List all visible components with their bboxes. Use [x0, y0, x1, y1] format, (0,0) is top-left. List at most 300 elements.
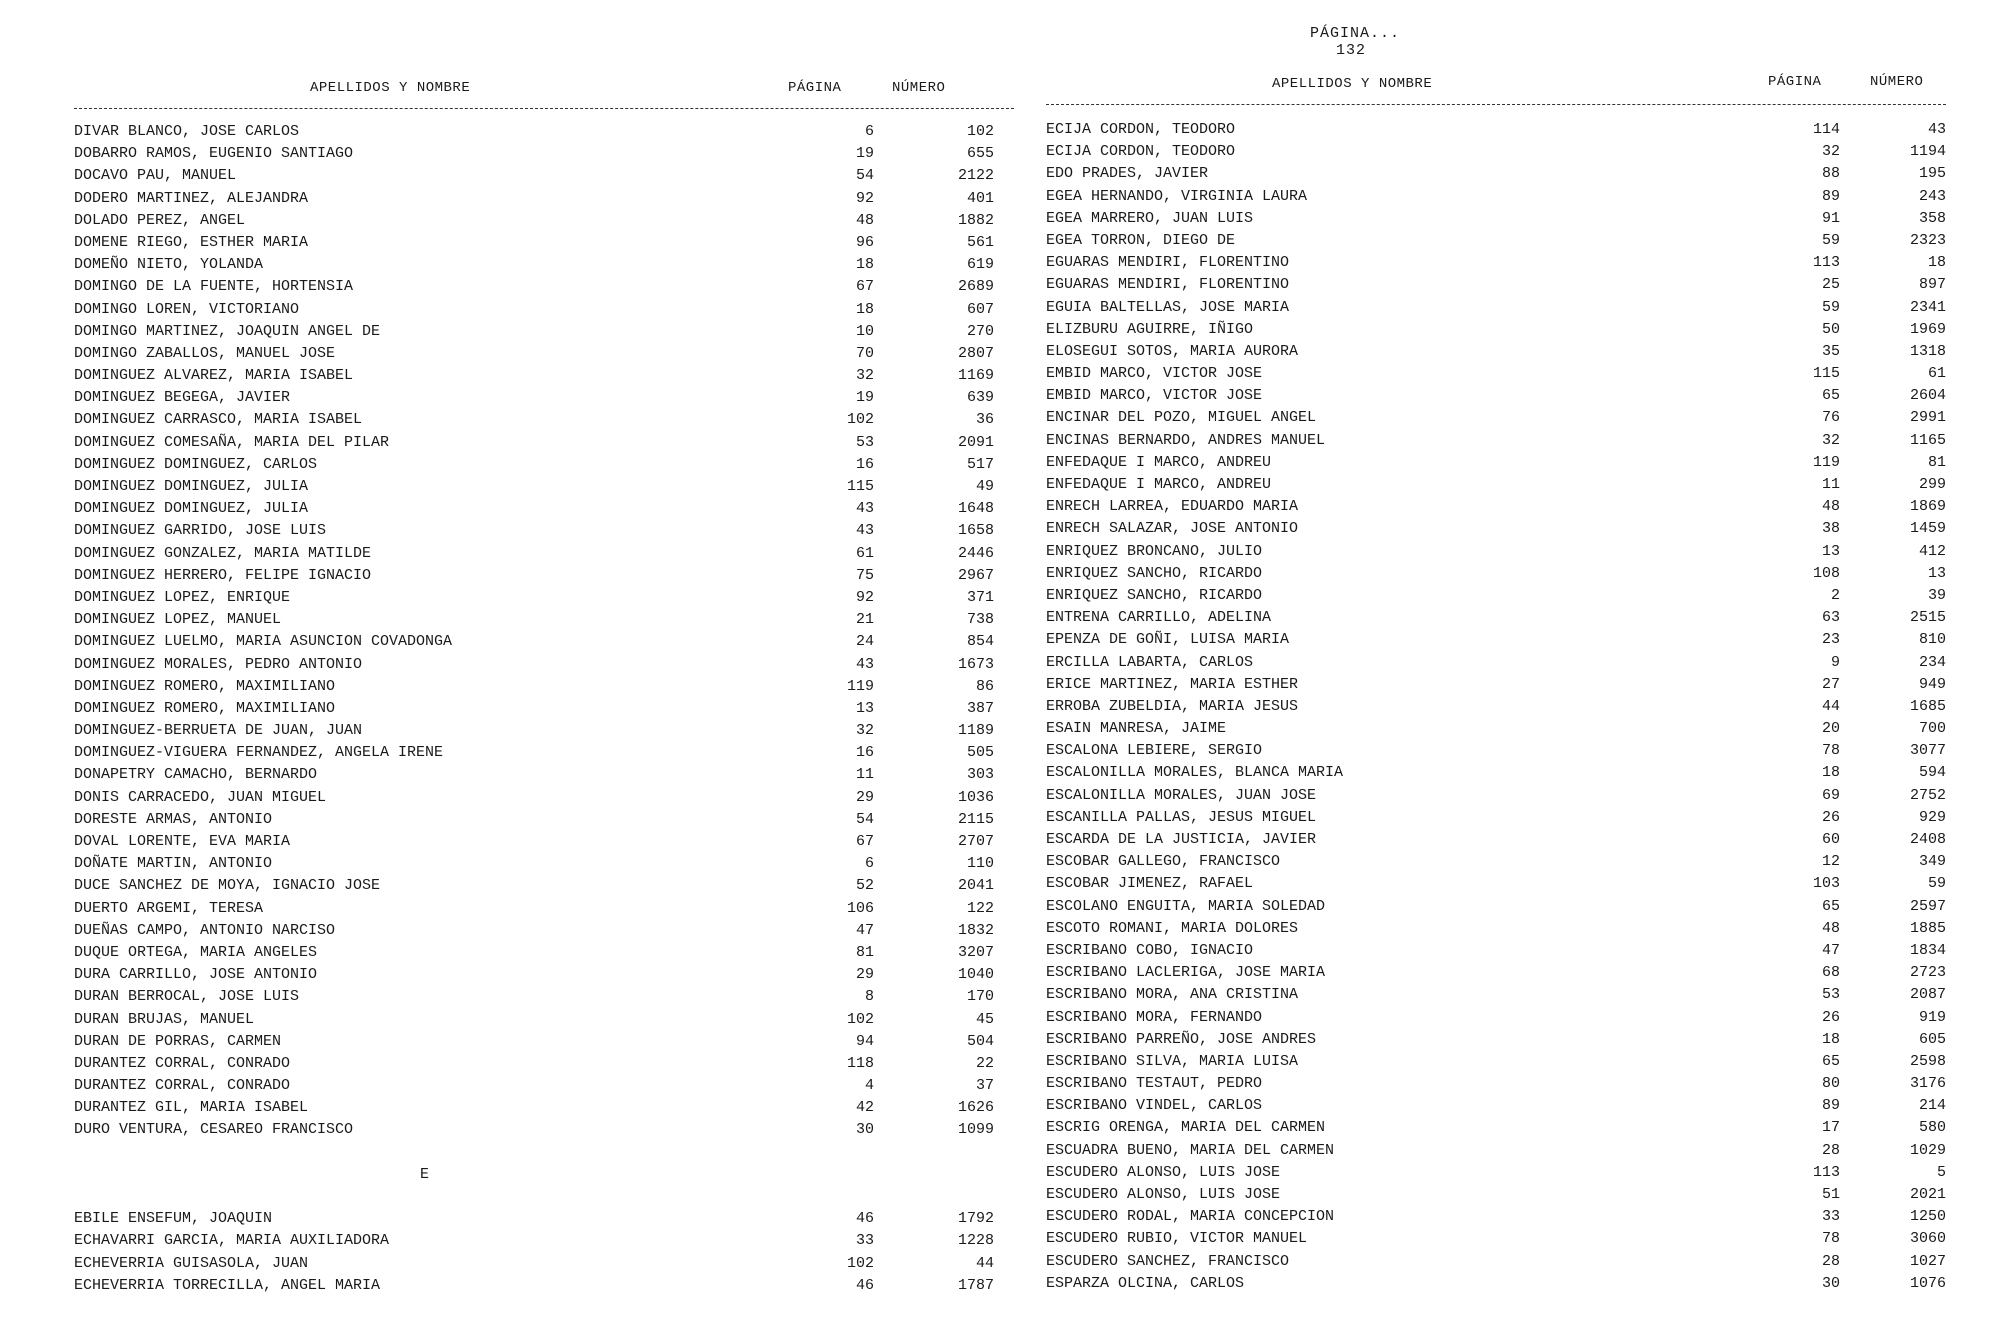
entry-name: EGEA HERNANDO, VIRGINIA LAURA [1046, 187, 1308, 205]
list-item [1046, 1029, 1946, 1051]
list-item [74, 1097, 1014, 1119]
entry-page: 114 [1812, 121, 1840, 138]
list-item [74, 698, 1014, 720]
list-item [1046, 363, 1946, 385]
entry-number: 2115 [957, 810, 994, 828]
entry-number: 3207 [957, 943, 994, 961]
entry-number: 619 [966, 256, 994, 274]
entry-name: DURAN BRUJAS, MANUEL [74, 1010, 255, 1028]
entry-page: 47 [855, 921, 874, 939]
entry-name: EPENZA DE GOÑI, LUISA MARIA [1046, 631, 1290, 649]
entry-page: 35 [1821, 342, 1840, 360]
entry-name: ESCOTO ROMANI, MARIA DOLORES [1046, 919, 1299, 937]
list-item [1046, 141, 1946, 163]
entry-number: 371 [966, 588, 994, 606]
list-item [1046, 407, 1946, 429]
entry-page: 48 [1821, 919, 1840, 937]
entry-name: DOMINGUEZ LOPEZ, ENRIQUE [74, 588, 291, 606]
list-item [1046, 319, 1946, 341]
entry-name: DUEÑAS CAMPO, ANTONIO NARCISO [74, 921, 336, 939]
entry-number: 1228 [957, 1232, 994, 1250]
entry-number: 1658 [957, 522, 994, 540]
list-item [1046, 585, 1946, 607]
entry-number: 299 [1918, 476, 1946, 493]
list-item [74, 432, 1014, 454]
entry-number: 1673 [957, 655, 994, 673]
entry-number: 39 [1927, 586, 1946, 604]
entry-name: ENRECH SALAZAR, JOSE ANTONIO [1046, 520, 1299, 538]
entry-name: ELIZBURU AGUIRRE, IÑIGO [1046, 320, 1254, 338]
list-item [74, 1031, 1014, 1053]
entry-number: 517 [966, 455, 994, 473]
list-item [74, 1053, 1014, 1075]
entry-name: DURANTEZ CORRAL, CONRADO [74, 1077, 291, 1095]
entry-number: 504 [966, 1032, 994, 1050]
entry-name: ESCOBAR JIMENEZ, RAFAEL [1046, 875, 1254, 893]
list-item [1046, 762, 1946, 784]
entry-page: 46 [855, 1276, 874, 1294]
entry-name: ENRECH LARREA, EDUARDO MARIA [1046, 498, 1299, 516]
list-item [74, 1275, 1014, 1297]
list-item [74, 543, 1014, 565]
entry-page: 65 [1821, 387, 1840, 405]
list-item [1046, 1228, 1946, 1250]
entry-name: DONAPETRY CAMACHO, BERNARDO [74, 766, 318, 784]
entry-name: ESCARDA DE LA JUSTICIA, JAVIER [1046, 831, 1317, 848]
entry-name: ENFEDAQUE I MARCO, ANDREU [1046, 453, 1272, 471]
entry-number: 919 [1918, 1008, 1946, 1026]
list-item [1046, 1273, 1946, 1295]
list-item [74, 609, 1014, 631]
list-item [74, 875, 1014, 897]
left-col-page-header: PÁGINA [788, 80, 842, 96]
entry-number: 594 [1918, 764, 1946, 782]
entry-page: 96 [855, 233, 874, 251]
list-item [74, 764, 1014, 786]
entry-number: 2689 [957, 278, 994, 296]
entry-page: 94 [855, 1032, 874, 1050]
entry-number: 1882 [957, 211, 994, 229]
entry-name: DODERO MARTINEZ, ALEJANDRA [74, 189, 309, 207]
right-col-name-header: APELLIDOS Y NOMBRE [1272, 76, 1433, 92]
entry-number: 59 [1927, 875, 1946, 893]
entry-page: 89 [1821, 1097, 1840, 1115]
entry-page: 76 [1821, 409, 1840, 427]
entry-number: 214 [1918, 1097, 1946, 1115]
entry-number: 2967 [957, 566, 994, 584]
entry-name: DOMINGUEZ MORALES, PEDRO ANTONIO [74, 655, 363, 673]
entry-page: 9 [1830, 653, 1840, 671]
entry-name: ENRIQUEZ BRONCANO, JULIO [1046, 542, 1263, 560]
entry-page: 91 [1821, 209, 1840, 227]
entry-number: 1459 [1909, 520, 1946, 538]
list-item [74, 321, 1014, 343]
entry-number: 45 [975, 1010, 994, 1028]
entry-page: 18 [1821, 764, 1840, 782]
list-item [74, 365, 1014, 387]
section-letter-heading [74, 1142, 1014, 1209]
entry-name: EGEA MARRERO, JUAN LUIS [1046, 209, 1254, 227]
list-item [1046, 785, 1946, 807]
entry-number: 86 [975, 677, 994, 695]
entry-number: 2604 [1909, 387, 1946, 405]
entry-page: 46 [855, 1210, 874, 1228]
entry-number: 2446 [957, 544, 994, 562]
list-item [1046, 918, 1946, 940]
list-item [1046, 984, 1946, 1006]
entry-name: ERROBA ZUBELDIA, MARIA JESUS [1046, 697, 1299, 715]
entry-page: 10 [855, 322, 874, 340]
entry-page: 18 [855, 256, 874, 274]
entry-name: DOMENE RIEGO, ESTHER MARIA [74, 233, 309, 251]
list-item [1046, 1073, 1946, 1095]
entry-name: DOMINGUEZ COMESAÑA, MARIA DEL PILAR [74, 433, 390, 451]
entry-page: 43 [855, 500, 874, 518]
entry-number: 102 [966, 123, 994, 140]
list-item [1046, 186, 1946, 208]
list-item [1046, 674, 1946, 696]
entry-page: 113 [1812, 254, 1840, 272]
entry-page: 18 [1821, 1030, 1840, 1048]
list-item [74, 476, 1014, 498]
entry-number: 358 [1918, 209, 1946, 227]
entry-page: 6 [864, 855, 874, 873]
list-item [74, 299, 1014, 321]
list-item [74, 1230, 1014, 1252]
entry-name: DOMINGO MARTINEZ, JOAQUIN ANGEL DE [74, 322, 381, 340]
entry-name: ESCRIBANO VINDEL, CARLOS [1046, 1097, 1263, 1115]
list-item [1046, 1206, 1946, 1228]
entry-name: ENFEDAQUE I MARCO, ANDREU [1046, 476, 1272, 493]
list-item [1046, 541, 1946, 563]
entry-page: 75 [855, 566, 874, 584]
entry-page: 48 [855, 211, 874, 229]
list-item [1046, 252, 1946, 274]
list-item [1046, 607, 1946, 629]
entry-number: 387 [966, 699, 994, 717]
entry-page: 32 [855, 722, 874, 740]
entry-number: 700 [1918, 720, 1946, 738]
list-item [74, 964, 1014, 986]
entry-name: DOCAVO PAU, MANUEL [74, 167, 237, 185]
entry-name: ESCUADRA BUENO, MARIA DEL CARMEN [1046, 1141, 1335, 1159]
entry-name: DOMINGUEZ-VIGUERA FERNANDEZ, ANGELA IRENE [74, 744, 444, 762]
entry-page: 6 [864, 123, 874, 140]
list-item [74, 587, 1014, 609]
entry-number: 1787 [957, 1276, 994, 1294]
entry-page: 2 [1830, 586, 1840, 604]
entry-name: DOMINGUEZ CARRASCO, MARIA ISABEL [74, 411, 363, 429]
entry-page: 108 [1812, 564, 1840, 582]
entry-name: DOMINGUEZ LUELMO, MARIA ASUNCION COVADONGA [74, 633, 453, 651]
entry-number: 44 [975, 1254, 994, 1272]
entry-page: 17 [1821, 1119, 1840, 1137]
list-item [1046, 297, 1946, 319]
right-entry-list [1046, 119, 1946, 1295]
entry-name: DOMINGUEZ DOMINGUEZ, CARLOS [74, 455, 318, 473]
entry-number: 22 [975, 1054, 994, 1072]
entry-number: 605 [1918, 1030, 1946, 1048]
entry-name: ENRIQUEZ SANCHO, RICARDO [1046, 564, 1263, 582]
entry-page: 115 [1812, 365, 1840, 383]
entry-name: DUQUE ORTEGA, MARIA ANGELES [74, 943, 318, 961]
list-item [74, 1075, 1014, 1097]
entry-number: 639 [966, 389, 994, 407]
entry-page: 47 [1821, 941, 1840, 959]
entry-page: 13 [855, 699, 874, 717]
list-item [74, 742, 1014, 764]
right-col-number-header: NÚMERO [1870, 74, 1924, 90]
entry-name: DOMEÑO NIETO, YOLANDA [74, 256, 264, 274]
entry-number: 1169 [957, 367, 994, 385]
entry-page: 16 [855, 744, 874, 762]
entry-name: DOBARRO RAMOS, EUGENIO SANTIAGO [74, 145, 354, 163]
list-item [1046, 829, 1946, 851]
entry-number: 3060 [1909, 1230, 1946, 1248]
entry-name: DOMINGUEZ HERRERO, FELIPE IGNACIO [74, 566, 372, 584]
entry-page: 92 [855, 189, 874, 207]
entry-name: ECIJA CORDON, TEODORO [1046, 121, 1236, 138]
entry-name: EGUARAS MENDIRI, FLORENTINO [1046, 254, 1290, 272]
entry-name: DURAN BERROCAL, JOSE LUIS [74, 988, 300, 1006]
entry-number: 3077 [1909, 742, 1946, 760]
list-item [74, 631, 1014, 653]
entry-number: 1099 [957, 1121, 994, 1139]
entry-page: 102 [846, 411, 874, 429]
list-item [74, 165, 1014, 187]
entry-page: 32 [1821, 431, 1840, 449]
list-item [74, 210, 1014, 232]
entry-name: EDO PRADES, JAVIER [1046, 165, 1209, 183]
entry-page: 52 [855, 877, 874, 895]
entry-name: DOMINGUEZ DOMINGUEZ, JULIA [74, 478, 309, 495]
entry-page: 92 [855, 588, 874, 606]
entry-page: 61 [855, 544, 874, 562]
entry-number: 2021 [1909, 1186, 1946, 1203]
entry-name: ESCOBAR GALLEGO, FRANCISCO [1046, 853, 1281, 871]
entry-number: 2408 [1909, 831, 1946, 848]
list-item [1046, 496, 1946, 518]
left-col-number-header: NÚMERO [892, 80, 946, 96]
entry-name: ESCRIBANO MORA, ANA CRISTINA [1046, 986, 1299, 1004]
entry-name: ENCINAR DEL POZO, MIGUEL ANGEL [1046, 409, 1317, 427]
list-item [74, 387, 1014, 409]
entry-number: 1626 [957, 1099, 994, 1117]
entry-name: DORESTE ARMAS, ANTONIO [74, 810, 273, 828]
list-item [1046, 430, 1946, 452]
entry-name: EMBID MARCO, VICTOR JOSE [1046, 365, 1263, 383]
entry-number: 5 [1936, 1163, 1946, 1181]
entry-name: DOMINGUEZ-BERRUETA DE JUAN, JUAN [74, 722, 363, 740]
entry-page: 25 [1821, 276, 1840, 294]
entry-name: DOVAL LORENTE, EVA MARIA [74, 833, 291, 850]
entry-number: 110 [966, 855, 994, 873]
entry-number: 1029 [1909, 1141, 1946, 1159]
entry-number: 1040 [957, 966, 994, 984]
entry-page: 102 [846, 1010, 874, 1028]
entry-number: 897 [1918, 276, 1946, 294]
entry-page: 67 [855, 833, 874, 850]
right-header-rule [1046, 104, 1946, 105]
entry-name: ESCUDERO SANCHEZ, FRANCISCO [1046, 1252, 1290, 1270]
entry-page: 69 [1821, 786, 1840, 804]
list-item [74, 809, 1014, 831]
list-item [1046, 385, 1946, 407]
list-item [1046, 1140, 1946, 1162]
entry-page: 18 [855, 300, 874, 318]
entry-number: 1036 [957, 788, 994, 806]
entry-number: 1194 [1909, 143, 1946, 161]
entry-name: ERCILLA LABARTA, CARLOS [1046, 653, 1254, 671]
entry-number: 1869 [1909, 498, 1946, 516]
entry-number: 1076 [1909, 1274, 1946, 1292]
list-item [1046, 696, 1946, 718]
entry-name: ESCALONILLA MORALES, BLANCA MARIA [1046, 764, 1344, 782]
entry-name: ECHEVERRIA GUISASOLA, JUAN [74, 1254, 309, 1272]
entry-page: 78 [1821, 742, 1840, 760]
entry-name: DURO VENTURA, CESAREO FRANCISCO [74, 1121, 354, 1139]
list-item [74, 831, 1014, 853]
entry-name: ESCALONILLA MORALES, JUAN JOSE [1046, 786, 1317, 804]
entry-page: 29 [855, 966, 874, 984]
entry-page: 102 [846, 1254, 874, 1272]
list-item [74, 853, 1014, 875]
list-item [74, 1009, 1014, 1031]
entry-name: ECHAVARRI GARCIA, MARIA AUXILIADORA [74, 1232, 390, 1250]
list-item [1046, 1251, 1946, 1273]
list-item [1046, 119, 1946, 141]
entry-page: 30 [855, 1121, 874, 1139]
entry-page: 43 [855, 655, 874, 673]
left-entry-list [74, 121, 1014, 1297]
list-item [1046, 718, 1946, 740]
list-item [74, 1119, 1014, 1141]
entry-name: ESCRIBANO LACLERIGA, JOSE MARIA [1046, 964, 1326, 982]
entry-name: DOMINGO DE LA FUENTE, HORTENSIA [74, 278, 354, 296]
list-item [74, 1253, 1014, 1275]
entry-number: 13 [1927, 564, 1946, 582]
entry-name: ESCRIBANO MORA, FERNANDO [1046, 1008, 1263, 1026]
entry-name: ERICE MARTINEZ, MARIA ESTHER [1046, 675, 1299, 693]
list-item [74, 920, 1014, 942]
list-item [1046, 474, 1946, 496]
left-header-rule [74, 108, 1014, 109]
entry-number: 1969 [1909, 320, 1946, 338]
entry-page: 42 [855, 1099, 874, 1117]
list-item [74, 121, 1014, 143]
entry-page: 60 [1821, 831, 1840, 848]
entry-number: 1834 [1909, 941, 1946, 959]
entry-number: 36 [975, 411, 994, 429]
list-item [74, 942, 1014, 964]
entry-page: 13 [1821, 542, 1840, 560]
entry-number: 43 [1927, 121, 1946, 138]
entry-number: 2807 [957, 344, 994, 362]
entry-name: EBILE ENSEFUM, JOAQUIN [74, 1210, 273, 1228]
entry-number: 61 [1927, 365, 1946, 383]
entry-page: 65 [1821, 1052, 1840, 1070]
list-item [1046, 1007, 1946, 1029]
entry-number: 2341 [1909, 298, 1946, 316]
entry-number: 270 [966, 322, 994, 340]
entry-page: 21 [855, 611, 874, 629]
entry-name: DOMINGUEZ BEGEGA, JAVIER [74, 389, 291, 407]
list-item [1046, 1095, 1946, 1117]
list-item [74, 143, 1014, 165]
list-item [74, 188, 1014, 210]
list-item [1046, 740, 1946, 762]
entry-page: 16 [855, 455, 874, 473]
list-item [1046, 1117, 1946, 1139]
entry-page: 103 [1812, 875, 1840, 893]
entry-page: 113 [1812, 1163, 1840, 1181]
entry-number: 2723 [1909, 964, 1946, 982]
entry-page: 115 [846, 478, 874, 495]
entry-number: 1685 [1909, 697, 1946, 715]
list-item [1046, 274, 1946, 296]
entry-page: 11 [1821, 476, 1840, 493]
entry-name: DOÑATE MARTIN, ANTONIO [74, 855, 273, 873]
entry-page: 70 [855, 344, 874, 362]
list-item [1046, 629, 1946, 651]
entry-page: 48 [1821, 498, 1840, 516]
entry-number: 81 [1927, 453, 1946, 471]
list-item [74, 898, 1014, 920]
entry-name: DOMINGUEZ ALVAREZ, MARIA ISABEL [74, 367, 354, 385]
list-item [1046, 807, 1946, 829]
list-item [74, 654, 1014, 676]
entry-name: ESCOLANO ENGUITA, MARIA SOLEDAD [1046, 897, 1326, 915]
entry-name: EMBID MARCO, VICTOR JOSE [1046, 387, 1263, 405]
entry-number: 2091 [957, 433, 994, 451]
entry-number: 1885 [1909, 919, 1946, 937]
entry-page: 67 [855, 278, 874, 296]
entry-number: 170 [966, 988, 994, 1006]
entry-name: ESCRIBANO COBO, IGNACIO [1046, 941, 1254, 959]
entry-page: 32 [1821, 143, 1840, 161]
entry-number: 1189 [957, 722, 994, 740]
entry-page: 29 [855, 788, 874, 806]
list-item [1046, 163, 1946, 185]
list-item [1046, 962, 1946, 984]
entry-number: 412 [1918, 542, 1946, 560]
entry-page: 89 [1821, 187, 1840, 205]
right-col-page-header: PÁGINA [1768, 74, 1822, 90]
entry-page: 27 [1821, 675, 1840, 693]
entry-page: 24 [855, 633, 874, 651]
entry-number: 401 [966, 189, 994, 207]
list-item [1046, 1051, 1946, 1073]
entry-name: EGUARAS MENDIRI, FLORENTINO [1046, 276, 1290, 294]
entry-page: 28 [1821, 1141, 1840, 1159]
entry-name: DURAN DE PORRAS, CARMEN [74, 1032, 282, 1050]
entry-page: 33 [1821, 1208, 1840, 1226]
entry-name: DURANTEZ CORRAL, CONRADO [74, 1054, 291, 1072]
section-letter: E [420, 1165, 430, 1183]
entry-page: 12 [1821, 853, 1840, 871]
entry-name: ESCUDERO ALONSO, LUIS JOSE [1046, 1186, 1281, 1203]
entry-number: 1165 [1909, 431, 1946, 449]
entry-page: 50 [1821, 320, 1840, 338]
entry-page: 11 [855, 766, 874, 784]
entry-page: 54 [855, 167, 874, 185]
entry-number: 3176 [1909, 1075, 1946, 1093]
entry-page: 63 [1821, 609, 1840, 627]
entry-page: 68 [1821, 964, 1840, 982]
entry-page: 32 [855, 367, 874, 385]
entry-number: 303 [966, 766, 994, 784]
entry-page: 81 [855, 943, 874, 961]
